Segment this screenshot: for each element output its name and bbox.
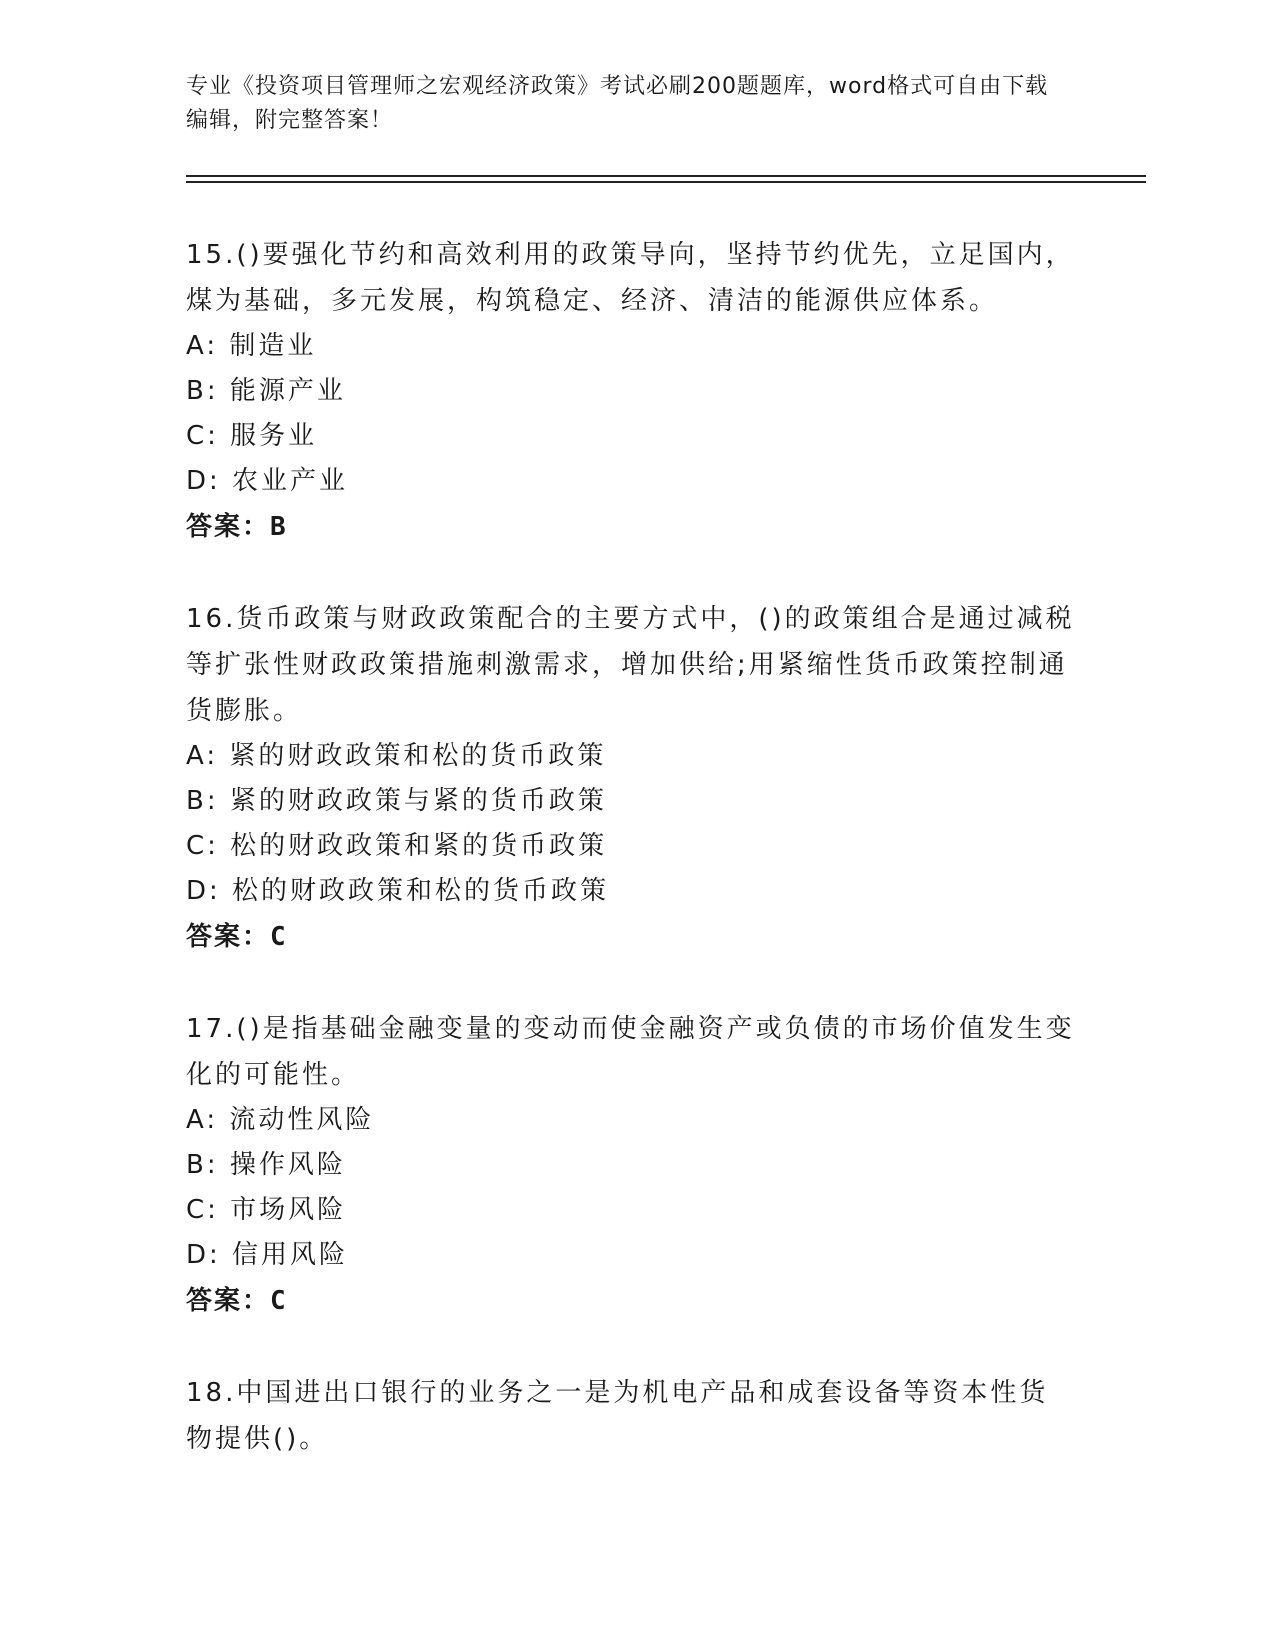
question-stem: 17.()是指基础金融变量的变动而使金融资产或负债的市场价值发生变化的可能性。 xyxy=(186,1014,1075,1090)
answer-label: 答案： xyxy=(186,922,271,952)
answer-line xyxy=(186,504,1076,550)
option-b: B: 能源产业 xyxy=(186,376,346,406)
question-18 xyxy=(186,1370,1076,1462)
option-d: D: 信用风险 xyxy=(186,1240,349,1270)
option-a: A: 紧的财政政策和松的货币政策 xyxy=(186,741,607,771)
option-b: B: 紧的财政政策与紧的货币政策 xyxy=(186,786,607,816)
answer-value: C xyxy=(270,1286,288,1316)
question-16 xyxy=(186,596,1076,960)
answer-value: C xyxy=(270,922,288,952)
header-divider-bottom xyxy=(186,181,1146,183)
answer-label: 答案： xyxy=(186,512,271,542)
answer-label: 答案： xyxy=(186,1286,271,1316)
question-stem: 15.()要强化节约和高效利用的政策导向，坚持节约优先，立足国内，煤为基础，多元发展，构筑稳定、经济、清洁的能源供应体系。 xyxy=(186,240,1075,316)
option-c: C: 松的财政政策和紧的货币政策 xyxy=(186,831,608,861)
question-stem: 16.货币政策与财政政策配合的主要方式中，()的政策组合是通过减税等扩张性财政政策措施刺激需求，增加供给;用紧缩性货币政策控制通货膨胀。 xyxy=(186,604,1075,726)
answer-value: B xyxy=(270,512,288,542)
option-d: D: 农业产业 xyxy=(186,466,349,496)
option-a: A: 流动性风险 xyxy=(186,1105,375,1135)
header-description: 专业《投资项目管理师之宏观经济政策》考试必刷200题题库，word格式可自由下载编辑，附完整答案！ xyxy=(186,74,1049,133)
option-a: A: 制造业 xyxy=(186,331,317,361)
answer-line xyxy=(186,1278,1076,1324)
question-15 xyxy=(186,232,1076,550)
answer-line xyxy=(186,914,1076,960)
option-c: C: 服务业 xyxy=(186,421,318,451)
option-b: B: 操作风险 xyxy=(186,1150,346,1180)
question-17 xyxy=(186,1006,1076,1324)
question-list xyxy=(186,232,1076,1508)
question-stem: 18.中国进出口银行的业务之一是为机电产品和成套设备等资本性货物提供()。 xyxy=(186,1378,1049,1454)
document-header xyxy=(186,70,1066,138)
header-divider-top xyxy=(186,175,1146,177)
option-c: C: 市场风险 xyxy=(186,1195,347,1225)
option-d: D: 松的财政政策和松的货币政策 xyxy=(186,876,610,906)
